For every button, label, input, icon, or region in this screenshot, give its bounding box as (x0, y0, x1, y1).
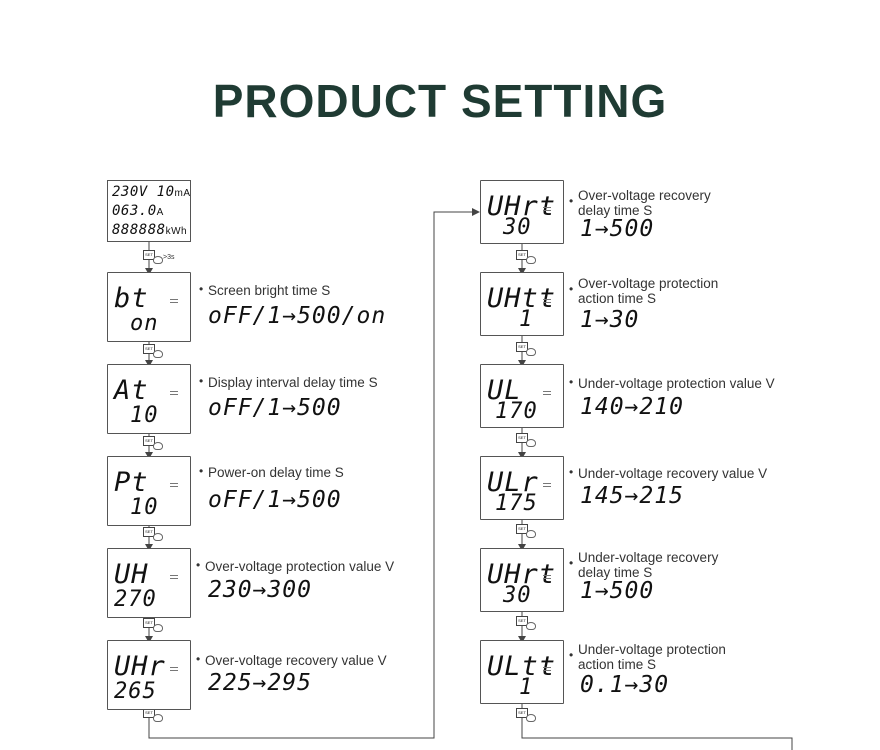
set-button[interactable]: SET (143, 708, 155, 718)
step-range: 1→30 (580, 307, 640, 333)
step-range: 1→500 (580, 578, 655, 604)
bullet-icon: • (569, 465, 574, 479)
lcd-under-voltage-protection (480, 364, 564, 428)
parameter-code: bt (114, 283, 149, 314)
lcd-over-voltage-protection (107, 548, 191, 618)
set-button[interactable]: SET (516, 616, 528, 626)
bullet-icon: • (196, 652, 201, 666)
hand-press-icon (153, 714, 163, 722)
page-title: PRODUCT SETTING (212, 75, 668, 127)
connector-line (522, 704, 792, 750)
voltage-reading: 230V (112, 184, 148, 200)
step-label-text: action time S (578, 657, 657, 672)
bullet-icon: • (199, 464, 204, 478)
hand-press-icon (153, 624, 163, 632)
bullet-icon: • (196, 558, 201, 572)
bullet-icon: • (569, 375, 574, 389)
lcd-indicator-icon (170, 667, 178, 671)
parameter-value: 270 (114, 587, 157, 612)
lcd-under-voltage-action-time (480, 640, 564, 704)
bullet-icon: • (569, 194, 574, 208)
set-button[interactable]: SET (143, 527, 155, 537)
step-range: oFF/1→500/on (208, 303, 387, 329)
hand-press-icon (526, 530, 536, 538)
hand-press-icon (153, 350, 163, 358)
bullet-icon: • (569, 648, 574, 662)
lcd-indicator-icon (170, 575, 178, 579)
step-label (199, 282, 331, 298)
step-label-text: Under-voltage protection (578, 642, 726, 657)
step-label-text: delay time S (578, 203, 653, 218)
energy-reading: 888888 (112, 222, 166, 238)
leakage-reading: 10 (156, 184, 175, 200)
step-label-text: Over-voltage recovery value V (205, 653, 387, 668)
step-label-text: Display interval delay time S (208, 375, 378, 390)
lcd-indicator-icon (543, 299, 551, 303)
lcd-indicator-icon (543, 483, 551, 487)
step-label (569, 465, 768, 481)
step-range: 225→295 (208, 670, 312, 696)
lcd-indicator-icon (543, 207, 551, 211)
step-label (569, 375, 775, 391)
parameter-value: 10 (130, 495, 159, 520)
step-range: 230→300 (208, 577, 312, 603)
current-unit: A (156, 207, 164, 218)
home-lcd-display (107, 180, 191, 242)
set-button[interactable]: SET (516, 250, 528, 260)
parameter-value: 170 (495, 399, 538, 424)
step-label (196, 652, 387, 668)
step-label-text: Under-voltage recovery value V (578, 466, 768, 481)
step-label-text: Under-voltage protection value V (578, 376, 775, 391)
hand-press-icon (526, 256, 536, 264)
hand-press-icon (526, 714, 536, 722)
lcd-indicator-icon (170, 299, 178, 303)
bullet-icon: • (569, 282, 574, 296)
parameter-code: UHrt (487, 191, 557, 222)
parameter-code: UHrt (487, 559, 557, 590)
hand-press-icon (526, 622, 536, 630)
lcd-power-on-delay (107, 456, 191, 526)
step-range: 145→215 (580, 483, 684, 509)
lcd-indicator-icon (170, 483, 178, 487)
step-label-text: Power-on delay time S (208, 465, 344, 480)
current-reading: 063.0 (112, 203, 157, 219)
lcd-indicator-icon (543, 667, 551, 671)
parameter-code: UHr (114, 651, 166, 682)
lcd-indicator-icon (543, 575, 551, 579)
step-label-text: Over-voltage protection (578, 276, 719, 291)
set-button[interactable]: SET (143, 436, 155, 446)
bullet-icon: • (569, 556, 574, 570)
lcd-under-voltage-recovery (480, 456, 564, 520)
hand-press-icon (153, 442, 163, 450)
step-range: oFF/1→500 (208, 487, 342, 513)
step-label-text: Over-voltage protection value V (205, 559, 395, 574)
lcd-screen-bright-time (107, 272, 191, 342)
energy-unit: kWh (165, 226, 188, 237)
parameter-value: 265 (114, 679, 157, 704)
hold-duration-note: >3s (163, 254, 175, 261)
lcd-over-voltage-action-time (480, 272, 564, 336)
parameter-code: At (114, 375, 149, 406)
step-label (569, 642, 726, 672)
lcd-indicator-icon (543, 391, 551, 395)
parameter-value: 30 (503, 215, 532, 240)
step-range: 0.1→30 (580, 672, 670, 698)
parameter-code: UH (114, 559, 149, 590)
step-label (199, 374, 378, 390)
parameter-value: 1 (519, 307, 534, 332)
step-label-text: Under-voltage recovery (578, 550, 719, 565)
set-button[interactable]: SET (516, 433, 528, 443)
step-range: 140→210 (580, 394, 684, 420)
step-label-text: action time S (578, 291, 657, 306)
hand-press-icon (153, 256, 163, 264)
hand-press-icon (153, 533, 163, 541)
parameter-value: 175 (495, 491, 538, 516)
parameter-value: 1 (519, 675, 534, 700)
step-label-text: delay time S (578, 565, 653, 580)
hand-press-icon (526, 439, 536, 447)
step-label (569, 188, 711, 218)
parameter-code: ULtt (487, 651, 557, 682)
step-label-text: Screen bright time S (208, 283, 331, 298)
step-label (569, 276, 719, 306)
step-range: 1→500 (580, 216, 655, 242)
arrow-head (472, 208, 480, 216)
bullet-icon: • (199, 374, 204, 388)
parameter-value: on (130, 311, 159, 336)
bullet-icon: • (199, 282, 204, 296)
set-button[interactable]: SET (516, 708, 528, 718)
parameter-value: 10 (130, 403, 159, 428)
set-button[interactable]: SET (516, 524, 528, 534)
step-label (196, 558, 395, 574)
lcd-over-voltage-recovery (107, 640, 191, 710)
step-label (569, 550, 719, 580)
leakage-unit: mA (174, 188, 191, 199)
lcd-indicator-icon (170, 391, 178, 395)
parameter-code: UL (487, 375, 522, 406)
step-label-text: Over-voltage recovery (578, 188, 711, 203)
set-button[interactable]: SET (143, 250, 155, 260)
set-button[interactable]: SET (143, 344, 155, 354)
parameter-code: UHtt (487, 283, 557, 314)
set-button[interactable]: SET (143, 618, 155, 628)
step-range: oFF/1→500 (208, 395, 342, 421)
lcd-under-voltage-recovery-delay (480, 548, 564, 612)
parameter-value: 30 (503, 583, 532, 608)
parameter-code: ULr (487, 467, 539, 498)
lcd-over-voltage-recovery-delay (480, 180, 564, 244)
lcd-display-interval (107, 364, 191, 434)
step-label (199, 464, 344, 480)
set-button[interactable]: SET (516, 342, 528, 352)
parameter-code: Pt (114, 467, 149, 498)
hand-press-icon (526, 348, 536, 356)
